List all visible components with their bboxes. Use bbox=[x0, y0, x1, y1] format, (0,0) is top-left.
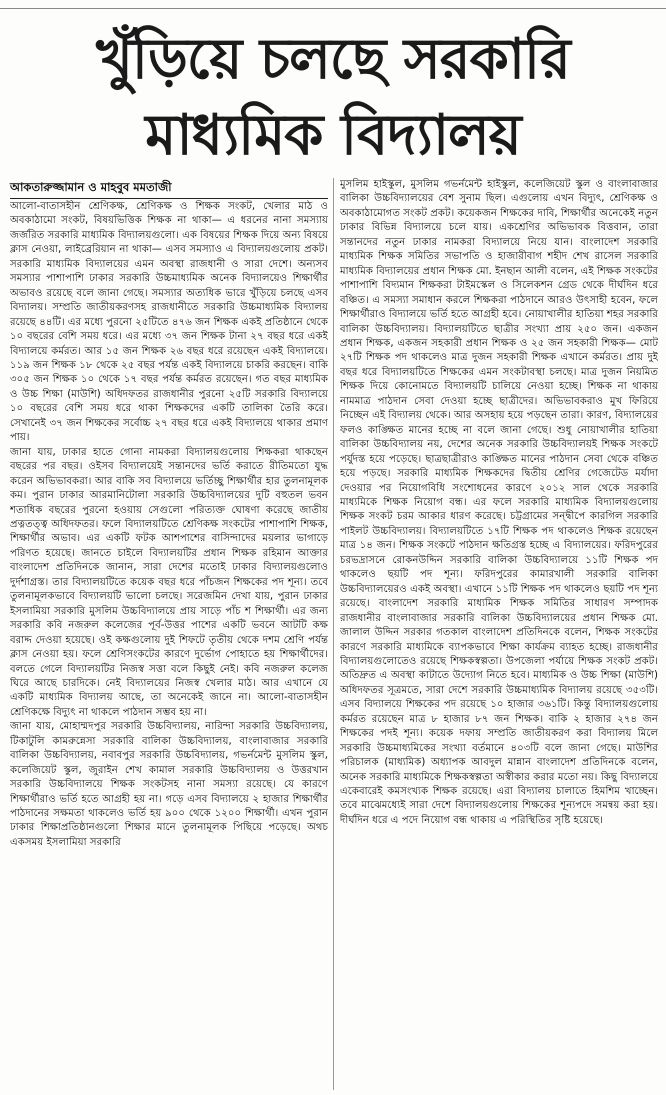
headline bbox=[10, 22, 656, 174]
article-column-left bbox=[10, 200, 328, 1090]
headline-line-1: খুঁড়িয়ে চলছে সরকারি bbox=[96, 27, 570, 92]
column-divider bbox=[333, 178, 334, 1090]
article-column-right bbox=[340, 178, 658, 1090]
paragraph: আলো-বাতাসহীন শ্রেণিকক্ষ, শ্রেণিকক্ষ ও শিক্ষক সংকট, খেলার মাঠ ও অবকাঠামো সংকট, বিষয়ভিত্তিক শিক্ষক না থাকা— এ ধরনের নানা সমস্যায় জর্জরিত সরকারি মাধ্যমিক বিদ্যালয়গুলো। এক বিষয়ের শিক্ষক দিয়ে অন্য বিষয়ে ক্লাস নেওয়া, লাইব্রেরিয়ান না থাকা— এসব সমস্যাও এ বিদ্যালয়গুলোয় প্রকট। সরকারি মাধ্যমিক বিদ্যালয়ের এমন অবস্থা রাজধানী ও সারা দেশে। অন্যসব সমস্যার পাশাপাশি ঢাকার সরকারি উচ্চমাধ্যমিক অনেক বিদ্যালয়েও শিক্ষার্থীর অভাবও রয়েছে বলে জানা গেছে। সমস্যার অত্যধিক ভারে খুঁড়িয়ে চলছে এসব বিদ্যালয়। সম্প্রতি জাতীয়করণসহ রাজধানীতে সরকারি উচ্চমাধ্যমিক বিদ্যালয় রয়েছে ৪৪টি। এর মধ্যে পুরনো ২৫টিতে ৪৭৬ জন শিক্ষক একই প্রতিষ্ঠানে থেকে ১০ বছরের বেশি সময় ধরে। এর মধ্যে ৩৭ জন শিক্ষক টানা ২৭ বছর ধরে একই বিদ্যালয়ে কর্মরত। আর ১৫ জন শিক্ষক ২৬ বছর ধরে রয়েছেন একই বিদ্যালয়ে। ১১৯ জন শিক্ষক ১৮ থেকে ২৫ বছর পর্যন্ত একই বিদ্যালয়ে চাকরি করছেন। বাকি ৩০৫ জন শিক্ষক ১০ থেকে ১৭ বছর পর্যন্ত কর্মরত রয়েছেন। গত বছর মাধ্যমিক ও উচ্চ শিক্ষা (মাউশি) অধিদফতর রাজধানীর পুরনো ২৫টি সরকারি বিদ্যালয়ে ১০ বছরের বেশি সময় ধরে থাকা শিক্ষকদের একটি তালিকা তৈরি করে। সেখানেই ৩৭ জন শিক্ষকের সর্বোচ্চ ২৭ বছর ধরে একই বিদ্যালয়ে থাকার প্রমাণ পায়। bbox=[10, 201, 328, 444]
paragraph: জানা যায়, ঢাকার হাতে গোনা নামকরা বিদ্যালয়গুলোয় শিক্ষকরা থাকছেন বছরের পর বছর। ওইসব বিদ্যালয়েই সন্তানদের ভর্তি করাতে রীতিমতো যুদ্ধ করেন অভিভাবকরা। আর বাকি সব বিদ্যালয়ে ভর্তিচ্ছু শিক্ষার্থীর হার তুলনামূলক কম। পুরান ঢাকার আরমানিটোলা সরকারি উচ্চবিদ্যালয়ের দুটি বহুতল ভবন শতাধিক বছরের পুরনো হওয়ায় সেগুলো পরিত্যক্ত ঘোষণা করেছে জাতীয় প্রত্নতত্ত্ব অধিদফতর। ফলে বিদ্যালয়টিতে শ্রেণিকক্ষ সংকটের পাশাপাশি শিক্ষক, শিক্ষার্থীর অভাব। এর একটি ফটক আশপাশের বাসিন্দাদের ময়লার ভাগাড়ে পরিণত হয়েছে। জানতে চাইলে বিদ্যালয়টির প্রধান শিক্ষক রহিমান আক্তার বাংলাদেশ প্রতিদিনকে জানান, সারা দেশের মতোই ঢাকার বিদ্যালয়গুলোও দুর্দশাগ্রস্ত। তার বিদ্যালয়টিতে কয়েক বছর ধরে পাঁচজন শিক্ষকের পদ শূন্য। তবে তুলনামূলকভাবে বিদ্যালয়টি ভালো চলছে। সরেজমিন দেখা যায়, পুরান ঢাকার ইসলামিয়া সরকারি মুসলিম উচ্চবিদ্যালয়ে প্রায় সাড়ে পাঁচ শ শিক্ষার্থী। এর জন্য সরকারি কবি নজরুল কলেজের পূর্ব-উত্তর পাশের একটি ভবনে আটটি কক্ষ বরাদ্দ দেওয়া হয়েছে। ওই কক্ষগুলোয় দুই শিফটে তৃতীয় থেকে দশম শ্রেণি পর্যন্ত ক্লাস নেওয়া হয়। ফলে শ্রেণিসংকটের কারণে দুর্ভোগ পোহাতে হয় শিক্ষার্থীদের। বলতে গেলে বিদ্যালয়টির নিজস্ব সত্তা বলে কিছুই নেই। কবি নজরুল কলেজ ঘিরে আছে চারদিকে। নেই বিদ্যালয়ের নিজস্ব খেলার মাঠ। আর এখানে যে একটি মাধ্যমিক বিদ্যালয় আছে, তা অনেকেই জানে না। আলো-বাতাসহীন শ্রেণিকক্ষে বিদ্যুৎ না থাকলে পাঠদান সম্ভব হয় না। bbox=[10, 446, 328, 718]
byline: আকতারুজ্জামান ও মাহবুব মমতাজী bbox=[10, 178, 328, 199]
paragraph: মুসলিম হাইস্কুল, মুসলিম গভর্নমেন্ট হাইস্কুল, কলেজিয়েট স্কুল ও বাংলাবাজার বালিকা উচ্চবিদ্যালয়ের বেশ সুনাম ছিল। এগুলোয় এখন বিদ্যুৎ, শ্রেণিকক্ষ ও অবকাঠামোগত সংকট প্রকট। কয়েকজন শিক্ষকের দাবি, শিক্ষার্থীর অনেকেই নতুন ঢাকার বিভিন্ন বিদ্যালয়ে চলে যায়। একশ্রেণির অভিভাবক বিত্তবান, তারা সন্তানদের নতুন ঢাকার নামকরা বিদ্যালয়ে নিয়ে যান। বাংলাদেশ সরকারি মাধ্যমিক শিক্ষক সমিতির সভাপতি ও হাজারীবাগ শহীদ শেখ রাসেল সরকারি মাধ্যমিক বিদ্যালয়ের প্রধান শিক্ষক মো. ইনছান আলী বলেন, এই শিক্ষক সংকটের পাশাপাশি বিদ্যমান শিক্ষকরা টাইমস্কেল ও সিলেকশন গ্রেড থেকে দীর্ঘদিন ধরে বঞ্চিত। এ সমস্যা সমাধান করলে শিক্ষকরা পাঠদানে আরও উৎসাহী হবেন, ফলে শিক্ষার্থীরাও বিদ্যালয়ে ভর্তি হতে আগ্রহী হবে। নোয়াখালীর হাতিয়া শহর সরকারি বালিকা উচ্চবিদ্যালয়। বিদ্যালয়টিতে ছাত্রীর সংখ্যা প্রায় ২৫০ জন। একজন প্রধান শিক্ষক, একজন সহকারী প্রধান শিক্ষক ও ২৫ জন সহকারী শিক্ষক— মোট ২৭টি শিক্ষক পদ থাকলেও মাত্র দুজন সহকারী শিক্ষক এখানে কর্মরত। প্রায় দুই বছর ধরে বিদ্যালয়টিতে শিক্ষকের এমন সংকটাবস্থা চলছে। মাত্র দুজন নিয়মিত শিক্ষক দিয়ে কোনোমতে বিদ্যালয়টি চালিয়ে নেওয়া হচ্ছে। শিক্ষক না থাকায় নামমাত্র পাঠদান সেবা দেওয়া হচ্ছে ছাত্রীদের। অভিভাবকরাও মুখ ফিরিয়ে নিচ্ছেন এই বিদ্যালয় থেকে। আর অসহায় হয়ে পড়ছেন তারা। কারণ, বিদ্যালয়ের ফলও কাঙ্ক্ষিত মানের হচ্ছে না বলে জানা গেছে। শুধু নোয়াখালীর হাতিয়া বালিকা উচ্চবিদ্যালয় নয়, দেশের অনেক সরকারি উচ্চবিদ্যালয়ই শিক্ষক সংকটে পর্যুদস্ত হয়ে পড়েছে। ছাত্রছাত্রীরাও কাঙ্ক্ষিত মানের পাঠদান সেবা থেকে বঞ্চিত হয়ে পড়ছে। সরকারি মাধ্যমিক শিক্ষকদের দ্বিতীয় শ্রেণির গেজেটেড মর্যাদা দেওয়ার পর নিয়োগবিধি সংশোধনের কারণে ২০১২ সাল থেকে সরকারি মাধ্যমিকে শিক্ষক নিয়োগ বন্ধ। এর ফলে সরকারি মাধ্যমিক বিদ্যালয়গুলোয় শিক্ষক সংকট চরম আকার ধারণ করেছে। চট্টগ্রামের সন্দ্বীপে কারগিল সরকারি পাইলট উচ্চবিদ্যালয়। বিদ্যালয়টিতে ১৭টি শিক্ষক পদ থাকলেও শিক্ষক রয়েছেন মাত্র ১৪ জন। শিক্ষক সংকটে পাঠদান ক্ষতিগ্রস্ত হচ্ছে এ বিদ্যালয়ের। ফরিদপুরের চরভদ্রাসনে রোকনউদ্দিন সরকারি বালিকা উচ্চবিদ্যালয়ে ১১টি শিক্ষক পদ থাকলেও ছয়টি পদ শূন্য। ফরিদপুরের কামারখালী সরকারি বালিকা উচ্চবিদ্যালয়েরও একই অবস্থা। এখানে ১১টি শিক্ষক পদ থাকলেও ছয়টি পদ শূন্য রয়েছে। বাংলাদেশ সরকারি মাধ্যমিক শিক্ষক সমিতির সাধারণ সম্পাদক রাজধানীর বাংলাবাজার সরকারি বালিকা উচ্চবিদ্যালয়ের প্রধান শিক্ষক মো. জালাল উদ্দিন সরকার গতকাল বাংলাদেশ প্রতিদিনকে বলেন, শিক্ষক সংকটের কারণে সরকারি মাধ্যমিকে ব্যাপকভাবে শিক্ষা কার্যক্রম ব্যাহত হচ্ছে। রাজধানীর বিদ্যালয়গুলোতেও রয়েছে শিক্ষকস্বল্পতা। উপজেলা পর্যায়ে শিক্ষক সংকট প্রকট। অতিদ্রুত এ অবস্থা কাটাতে উদ্যোগ নিতে হবে। মাধ্যমিক ও উচ্চ শিক্ষা (মাউশি) অধিদফতর সূত্রমতে, সারা দেশে সরকারি উচ্চমাধ্যমিক বিদ্যালয় রয়েছে ৩৫৩টি। এসব বিদ্যালয়ে শিক্ষকের পদ রয়েছে ১০ হাজার ৩৬১টি। কিন্তু বিদ্যালয়গুলোয় কর্মরত রয়েছেন মাত্র ৮ হাজার ৮৭ জন শিক্ষক। বাকি ২ হাজার ২৭৪ জন শিক্ষকের পদই শূন্য। কয়েক দফায় সম্প্রতি জাতীয়করণ করা বিদ্যালয় মিলে সরকারি উচ্চমাধ্যমিকের সংখ্যা বর্তমানে ৪০৩টি বলে জানা গেছে। মাউশির পরিচালক (মাধ্যমিক) অধ্যাপক আবদুল মান্নান বাংলাদেশ প্রতিদিনকে বলেন, অনেক সরকারি মাধ্যমিকে শিক্ষকস্বল্পতা অস্বীকার করার মতো নয়। কিছু বিদ্যালয়ে একেবারেই কমসংখ্যক শিক্ষক রয়েছে। এরা বিদ্যালয় চালাতে হিমশিম খাচ্ছেন। তবে মাঝেমধ্যেই সারা দেশে বিদ্যালয়গুলোয় শিক্ষকের শূন্যপদে সমন্বয় করা হয়। দীর্ঘদিন ধরে এ পদে নিয়োগ বন্ধ থাকায় এ পরিস্থিতির সৃষ্টি হয়েছে। bbox=[340, 179, 658, 826]
headline-line-2: মাধ্যমিক বিদ্যালয় bbox=[145, 103, 521, 168]
page-top-strip bbox=[0, 0, 666, 9]
paragraph: জানা যায়, মোহাম্মদপুর সরকারি উচ্চবিদ্যালয়, নারিন্দা সরকারি উচ্চবিদ্যালয়, টিকাটুলি কামরুন্নেসা সরকারি বালিকা উচ্চবিদ্যালয়, বাংলাবাজার সরকারি বালিকা উচ্চবিদ্যালয়, নবাবপুর সরকারি উচ্চবিদ্যালয়, গভর্নমেন্ট মুসলিম স্কুল, কলেজিয়েট স্কুল, জুরাইন শেখ কামাল সরকারি উচ্চবিদ্যালয় ও উত্তরখান সরকারি উচ্চবিদ্যালয়ে শিক্ষক সংকটসহ নানা সমস্যা রয়েছে। যে কারণে শিক্ষার্থীরাও ভর্তি হতে আগ্রহী হয় না। গড়ে এসব বিদ্যালয়ে ২ হাজার শিক্ষার্থীর পাঠদানের সক্ষমতা থাকলেও ভর্তি হয় ৯০০ থেকে ১২০০ শিক্ষার্থী। এখন পুরান ঢাকার শিক্ষাপ্রতিষ্ঠানগুলো শিক্ষার মানে তুলনামূলক পিছিয়ে পড়েছে। অথচ একসময় ইসলামিয়া সরকারি bbox=[10, 721, 328, 848]
